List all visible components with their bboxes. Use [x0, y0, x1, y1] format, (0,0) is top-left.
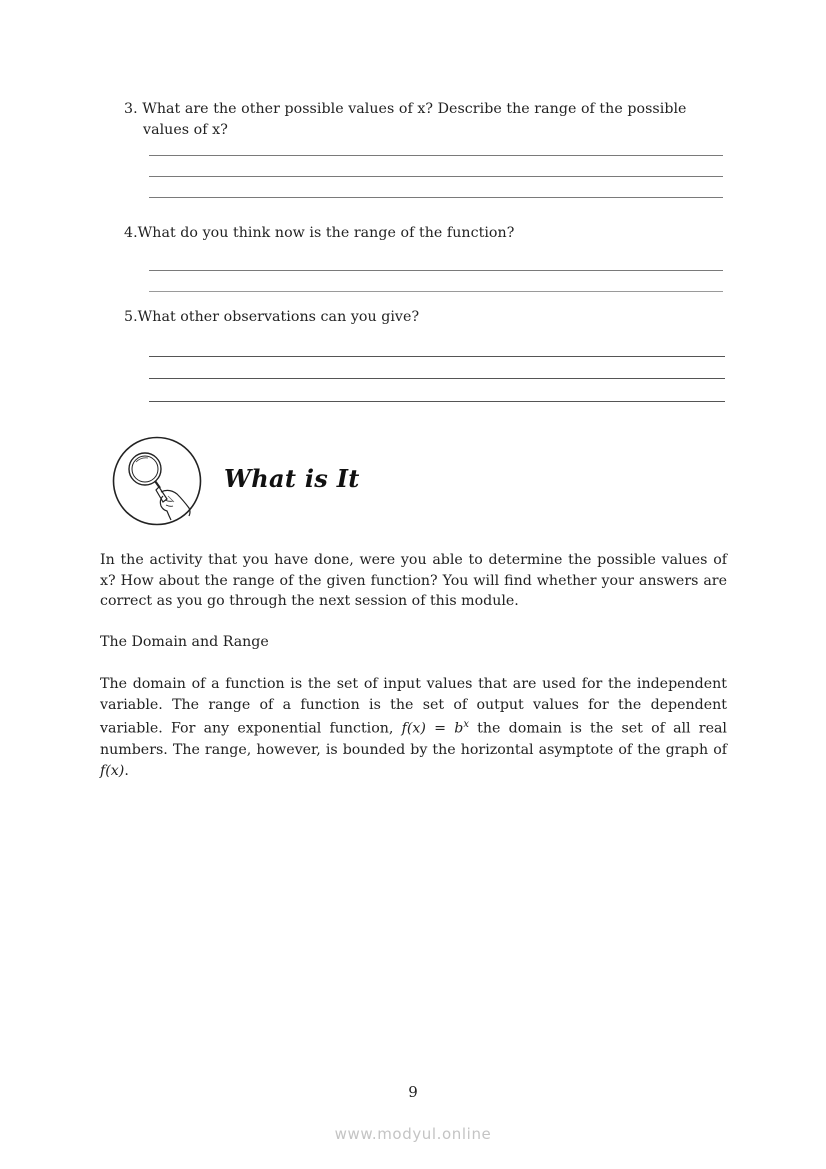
page-number: 9: [408, 1083, 418, 1101]
section-title: What is It: [224, 464, 360, 493]
question-3: [124, 99, 728, 141]
intro-paragraph: In the activity that you have done, were you able to determine the possible values of x? How about the range of the given function? You will find whether your answers are correct as you go through the next session of this module.: [100, 552, 727, 610]
answer-line-q5-1[interactable]: [149, 356, 725, 357]
question-5: [124, 307, 728, 328]
question-3-text-line2: values of x?: [143, 122, 228, 138]
definition-paragraph: [100, 674, 727, 781]
answer-line-q3-3[interactable]: [149, 197, 723, 198]
definition-text-part1: The domain of a function is the set of input values that are used for the independent variable. The range of a function is the set of output values for the dependent variable. For any exponential function,: [100, 676, 727, 738]
answer-line-q4-2[interactable]: [149, 291, 723, 292]
answer-line-q3-1[interactable]: [149, 155, 723, 156]
question-4-number: 4.: [124, 225, 138, 241]
answer-line-q4-1[interactable]: [149, 270, 723, 271]
answer-line-q5-2[interactable]: [149, 378, 725, 379]
definition-text-part2: the domain is the set of all real numbers. The range, however, is bounded by the horizontal asymptote of the graph of: [100, 721, 727, 758]
formula-exponent: x: [463, 719, 469, 731]
formula-equals: =: [425, 721, 455, 738]
answer-line-q3-2[interactable]: [149, 176, 723, 177]
question-4: [124, 223, 728, 244]
question-4-text: What do you think now is the range of the function?: [137, 225, 515, 241]
watermark: www.modyul.online: [334, 1125, 492, 1143]
answer-line-q5-3[interactable]: [149, 401, 725, 402]
formula-end: f(x): [100, 762, 125, 779]
subheading-domain-range: The Domain and Range: [100, 634, 269, 650]
formula-lhs: f(x): [401, 721, 426, 738]
magnifying-glass-in-hand-icon: [111, 436, 203, 526]
question-3-number: 3.: [124, 101, 138, 117]
formula-base: b: [454, 721, 464, 738]
question-5-text: What other observations can you give?: [137, 309, 420, 325]
definition-end-punct: .: [124, 762, 129, 779]
question-5-number: 5.: [124, 309, 138, 325]
question-3-text-line1: What are the other possible values of x? Describe the range of the possible: [142, 101, 687, 117]
